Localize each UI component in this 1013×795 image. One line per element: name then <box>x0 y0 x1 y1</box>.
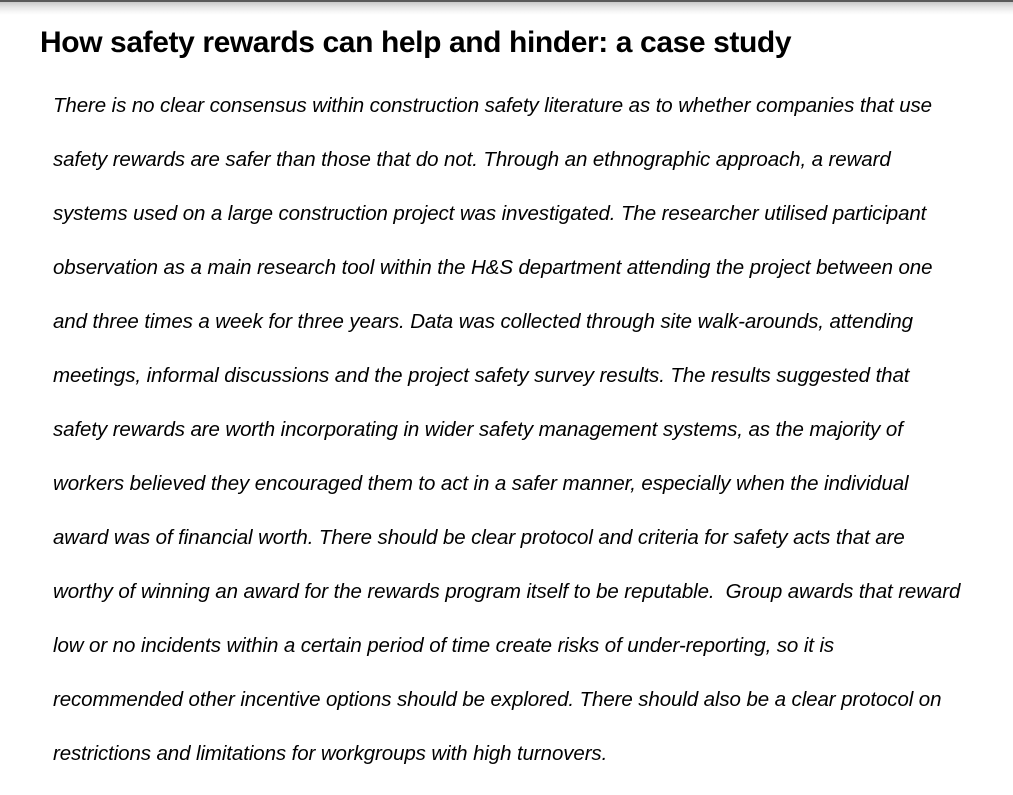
abstract-paragraph: There is no clear consensus within construction safety literature as to whether companies that use safety rewards are safer than those that do not. Through an ethnographic approach, a reward systems used on a large construction project was investigated. The researcher utilised participant observation as a main research tool within the H&S department attending the project between one and three times a week for three years. Data was collected through site walk-arounds, attending meetings, informal discussions and the project safety survey results. The results suggested that safety rewards are worth incorporating in wider safety management systems, as the majority of workers believed they encouraged them to act in a safer manner, especially when the individual award was of financial worth. There should be clear protocol and criteria for safety acts that are worthy of winning an award for the rewards program itself to be reputable. Group awards that reward low or no incidents within a certain period of time create risks of under-reporting, so it is recommended other incentive options should be explored. There should also be a clear protocol on restrictions and limitations for workgroups with high turnovers. <box>53 94 966 765</box>
page-top-edge-rule <box>0 0 1013 2</box>
page-top-edge-shadow <box>0 2 1013 15</box>
page-title: How safety rewards can help and hinder: a case study <box>40 26 792 59</box>
